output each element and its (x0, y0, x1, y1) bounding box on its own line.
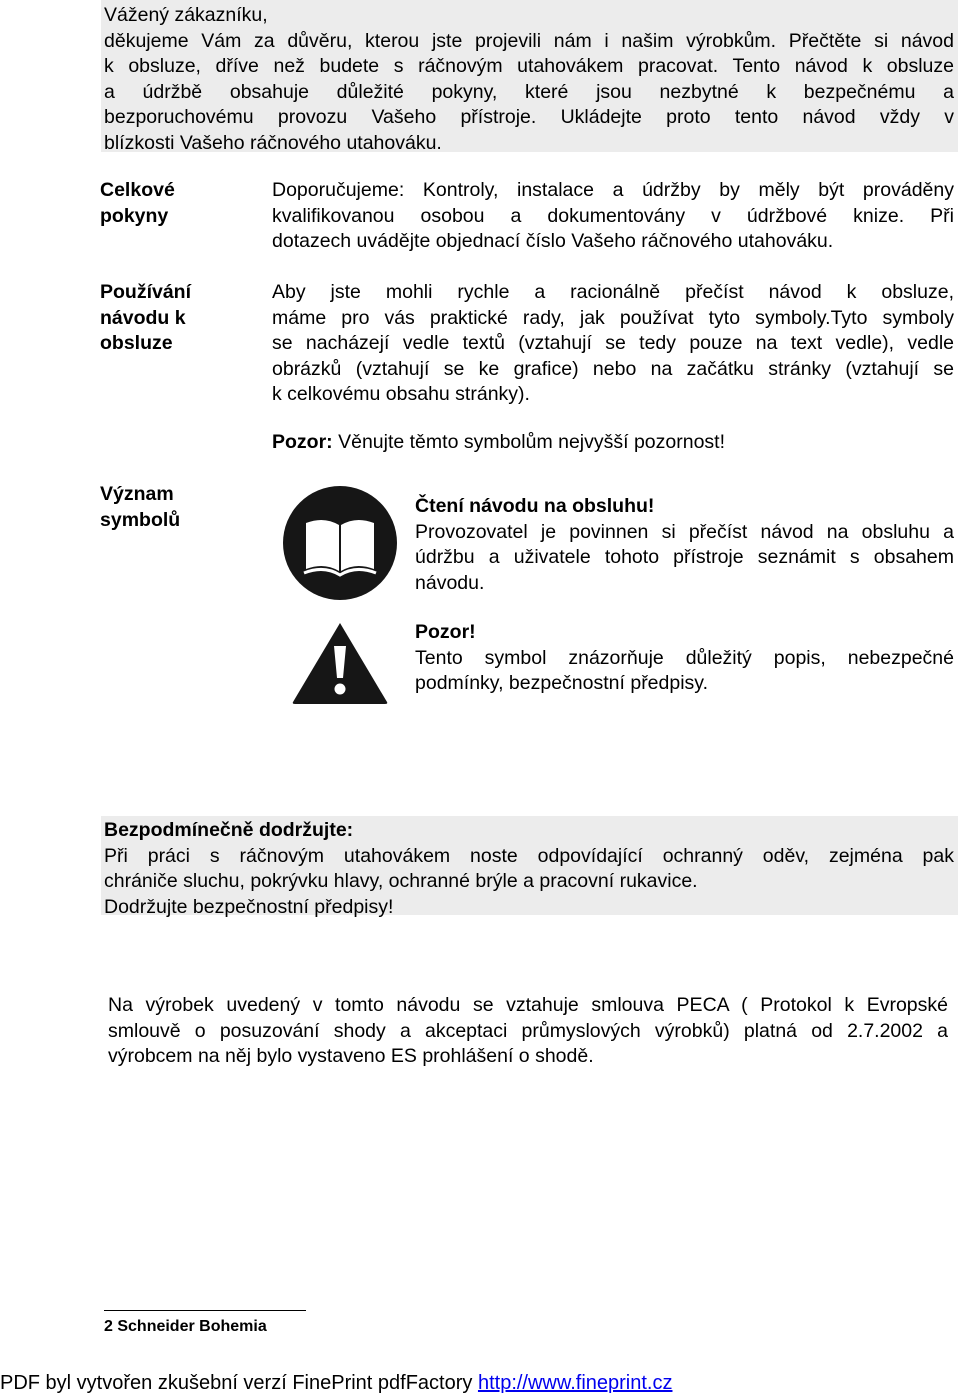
attention-text: Věnujte těmto symbolům nejvyšší pozornost! (332, 431, 726, 453)
symbol-line: Tento symbol znázorňuje důležitý popis, nebezpečné (415, 646, 954, 669)
general-line: dotazech uvádějte objednací číslo Vašeho ráčnového utahováku. (272, 230, 834, 252)
greeting: Vážený zákazníku, (104, 4, 268, 26)
usage-line: se nacházejí vedle textů (vztahují se tedy pouze na text vedle), vedle (272, 332, 954, 354)
peca-text (108, 993, 948, 1070)
section-heading-general: Celkové pokyny (100, 179, 175, 227)
symbol-line: návodu. (415, 571, 485, 594)
producer-text: PDF byl vytvořen zkušební verzí FinePrint pdfFactory (0, 1372, 478, 1394)
general-line: kvalifikovanou osobou a dokumentovány v údržbové knize. Při (272, 204, 954, 227)
peca-line: výrobcem na něj bylo vystaveno ES prohlášení o shodě. (108, 1045, 594, 1067)
usage-line: máme pro vás praktické rady, jak používat tyto symboly.Tyto symboly (272, 306, 954, 329)
symbol-line: Provozovatel je povinnen si přečíst návod na obsluhu a (415, 520, 954, 543)
general-text (272, 178, 954, 255)
intro-text (104, 3, 954, 156)
intro-line: děkujeme Vám za důvěru, kterou jste projevili nám i našim výrobkům. Přečtěte si návod (104, 29, 954, 52)
footer-rule (104, 1310, 306, 1311)
general-line: Doporučujeme: Kontroly, instalace a údržby by měly být prováděny (272, 179, 954, 201)
safety-title: Bezpodmínečně dodržujte: (104, 819, 354, 841)
peca-line: smlouvě o posuzování shody a akceptaci průmyslových výrobků) platná od 2.7.2002 a (108, 1019, 948, 1042)
usage-line: k celkovému obsahu stránky). (272, 383, 530, 405)
attention-note (272, 430, 954, 456)
symbol-item-book (415, 494, 954, 596)
intro-line: k obsluze, dříve než budete s ráčnovým utahovákem pracovat. Tento návod k obsluze (104, 55, 954, 77)
intro-line: bezporuchovému provozu Vašeho přístroje. Ukládejte proto tento návod vždy v (104, 106, 954, 128)
symbol-title: Pozor! (415, 621, 476, 643)
usage-line: Aby jste mohli rychle a racionálně přečíst návod k obsluze, (272, 281, 954, 303)
usage-text (272, 280, 954, 408)
symbol-line: podmínky, bezpečnostní předpisy. (415, 672, 709, 694)
section-heading-usage: Používání návodu k obsluze (100, 281, 192, 354)
safety-line: chrániče sluchu, pokrývku hlavy, ochranné brýle a pracovní rukavice. (104, 870, 698, 892)
warning-triangle-icon (290, 620, 390, 706)
producer-note (0, 1372, 672, 1395)
attention-label: Pozor: (272, 431, 333, 453)
producer-link[interactable]: http://www.fineprint.cz (477, 1372, 673, 1394)
symbol-title: Čtení návodu na obsluhu! (415, 495, 655, 517)
safety-line: Dodržujte bezpečnostní předpisy! (104, 895, 394, 918)
symbol-line: údržbu a uživatele tohoto přístroje seznámit s obsahem (415, 546, 954, 568)
footer-page-label: 2 Schneider Bohemia (104, 1318, 267, 1335)
safety-line: Při práci s ráčnovým utahovákem noste odpovídající ochranný oděv, zejména pak (104, 844, 954, 867)
intro-line: blízkosti Vašeho ráčnového utahováku. (104, 131, 442, 154)
peca-line: Na výrobek uvedený v tomto návodu se vztahuje smlouva PECA ( Protokol k Evropské (108, 994, 948, 1016)
section-heading-symbols: Význam symbolů (100, 483, 181, 531)
intro-line: a údržbě obsahuje důležité pokyny, které jsou nezbytné k bezpečnému a (104, 80, 954, 103)
symbol-item-warning (415, 620, 954, 697)
usage-line: obrázků (vztahují se ke grafice) nebo na začátku stránky (vztahují se (272, 357, 954, 380)
book-icon (282, 485, 398, 601)
safety-text (104, 818, 954, 920)
